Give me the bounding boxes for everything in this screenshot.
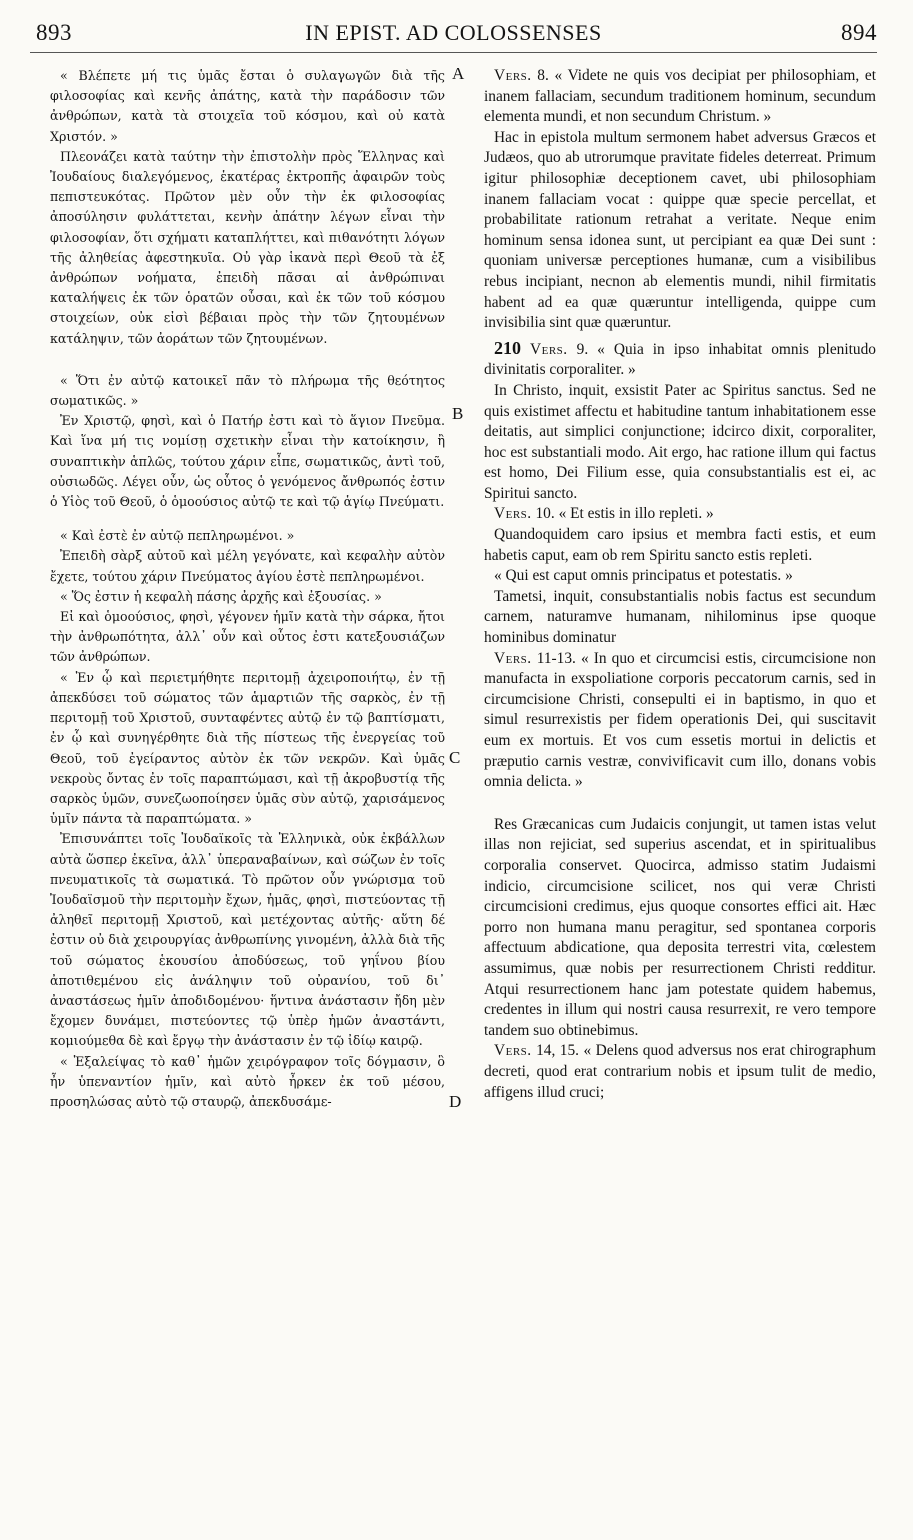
verse-label: Vers. — [494, 649, 532, 667]
running-title: IN EPIST. AD COLOSSENSES — [305, 20, 602, 45]
latin-paragraph: Tametsi, inquit, consubstantialis nobis factus est secundum carnem, naturamve humanam, nihilominus ipse quoque hominibus dominatur — [484, 587, 876, 647]
greek-paragraph: « Ἐν ᾧ καὶ περιετμήθητε περιτομῇ ἀχειροποιήτῳ, ἐν τῇ ἀπεκδύσει τοῦ σώματος τῶν ἁμαρτιῶν τῆς σαρκὸς, ἐν τῇ περιτομῇ τοῦ Χριστοῦ, συνταφέντες αὐτῷ ἐν τῷ βαπτίσματι, ἐν ᾧ καὶ συνηγέρθητε διὰ τῆς πίστεως τῆς ἐνεργείας τοῦ Θεοῦ, τοῦ ἐγείραντος αὐτὸν ἐκ τῶν νεκρῶν. Καὶ ὑμᾶς νεκροὺς ὄντας ἐν τοῖς παραπτώμασι, καὶ τῇ ἀκροβυστίᾳ τῆς σαρκὸς ὑμῶν, συνεζωοποίησεν ὑμᾶς σὺν αὐτῷ, χαρισάμενος ὑμῖν πάντα τὰ παραπτώματα. » — [50, 669, 445, 827]
latin-verse: Vers. 10. « Et estis in illo repleti. » — [494, 505, 714, 523]
greek-paragraph: « Ἐξαλείψας τὸ καθ᾽ ἡμῶν χειρόγραφον τοῖς δόγμασιν, ὃ ἦν ὑπεναντίον ἡμῖν, καὶ αὐτὸ ἦρκεν ἐκ τοῦ μέσου, προσηλώσας αὐτὸ τῷ σταυρῷ, ἀπεκδυσάμε- — [50, 1053, 445, 1109]
greek-paragraph: Ἐπειδὴ σὰρξ αὐτοῦ καὶ μέλη γεγόνατε, καὶ κεφαλὴν αὐτὸν ἔχετε, τούτου χάριν Πνεύματος ἁγίου ἐστὲ πεπληρωμένοι. — [50, 548, 445, 584]
greek-paragraph: Πλεονάζει κατὰ ταύτην τὴν ἐπιστολὴν πρὸς Ἕλληνας καὶ Ἰουδαίους διαλεγόμενος, ἑκατέρας ἐκτροπῆς ἀφαιρῶν τοὺς πεπιστευκότας. Πρῶτον μὲν οὖν τὴν ἐκ φιλοσοφίας ἀποσύλησιν φυλάττεται, κενὴν ἀπάτην λέγων εἶναι τὴν φιλοσοφίαν, ὅτι σχήματι καταπλήττει, καὶ πιθανότητι λόγων τῆς ἀληθείας ἀφεστηκυῖα. Οὐ γὰρ ἱκανὰ περὶ Θεοῦ τὰ ἐξ ἀνθρώπων νοήματα, ἐπειδὴ πᾶσαι αἱ ἀνθρώπιναι καταλήψεις ἐκ τῶν ὁρατῶν οὖσαι, καὶ ἐκ τῶν τοῦ κόσμου στοιχείων, οὐκ εἰσὶ βέβαιαι πρὸς τὴν τῶν ζητουμένων κατάληψιν, τῶν ἀοράτων τῶν ζητουμένων. — [50, 148, 445, 346]
page-header — [30, 20, 877, 54]
greek-paragraph: Ἐν Χριστῷ, φησὶ, καὶ ὁ Πατήρ ἐστι καὶ τὸ ἅγιον Πνεῦμα. Καὶ ἵνα μή τις νομίσῃ σχετικὴν εἶναι τὴν κατοίκησιν, ἢ συναπτικὴν ἁπλῶς, τούτου χάριν εἶπε, σωματικῶς, ἀντὶ τοῦ, οὐσιωδῶς. Λέγει οὖν, ὡς οὗτος ὁ γενόμενος ἄνθρωπός ἐστιν ὁ Υἱὸς τοῦ Θεοῦ, ὁ ὁμοούσιος αὐτῷ τε καὶ τῷ ἁγίῳ Πνεύματι. — [50, 413, 445, 510]
greek-paragraph: Ἐπισυνάπτει τοῖς Ἰουδαϊκοῖς τὰ Ἑλληνικὰ, οὐκ ἐκβάλλων αὐτὰ ὥσπερ ἐκεῖνα, ἀλλ᾽ ὑπεραναβαίνων, καὶ σώζων ἐν τοῖς πνευματικοῖς τὰ σωματικά. Τὸ πρῶτον οὖν γνώρισμα τοῦ Ἰουδαϊσμοῦ τὴν περιτομὴν ἔχων, ἡμᾶς, φησὶ, πιστεύοντας τῇ ἀληθεῖ περιτομῇ Χριστοῦ, καὶ μετέχοντας αὐτῆς· αὕτη δέ ἐστιν οὐ διὰ χειρουργίας ἀνθρωπίνης γινομένη, ἀλλὰ διὰ τῆς τοῦ σώματος ἑκουσίου ἀποδύσεως, τοῦ γηΐνου βίου ἀποτιθεμένου εἰς ἀνάληψιν τοῦ οὐρανίου, τοῦ δι᾽ ἀναστάσεως ἡμῖν ἀποδιδομένου· ἥντινα ἀνάστασιν ἤδη μὲν ἔχομεν δυνάμει, πιστεύοντες τῷ ὑπὲρ ἡμῶν ἀναστάντι, κομιούμεθα δὲ καὶ ἔργῳ τὴν ἀνάστασιν ἐν τῷ ἰδίῳ καιρῷ. — [50, 831, 445, 1049]
greek-paragraph: Εἰ καὶ ὁμοούσιος, φησὶ, γέγονεν ἡμῖν κατὰ τὴν σάρκα, ἤτοι τὴν ἀνθρωπότητα, ἀλλ᾽ οὖν καὶ οὗτος ἐστι κατεξουσιάζων τῶν ἀνθρώπων. — [50, 609, 445, 665]
greek-paragraph: « Ὅς ἐστιν ἡ κεφαλὴ πάσης ἀρχῆς καὶ ἐξουσίας. » — [60, 588, 382, 604]
verse-label: Vers. — [494, 67, 532, 84]
latin-paragraph: Hac in epistola multum sermonem habet adversus Græcos et Judæos, quo ab utrorumque pravitate fideles deterreat. Primum igitur philosophiæ deceptionem cavet, ubi philosophiam inanem fallaciam vocat : quippe quæ specie percellat, et probabilitate rationum retrahat a veritate. Neque enim hominum sensa idonea sunt, ut percipiant ea quæ Dei sunt : quoniam universæ perceptiones humanæ, cum a visibilibus rebus incipiant, necnon ab elementis mundi, nihil firmitatis habent ad ea quæ quæruntur intelligenda, quippe cum invisibilia sint quæ quæruntur. — [484, 128, 876, 332]
latin-verse: 210 Vers. 9. « Quia in ipso inhabitat omnis plenitudo divinitatis corporaliter. » — [484, 337, 876, 379]
latin-paragraph: « Qui est caput omnis principatus et potestatis. » — [494, 567, 793, 585]
column-number: 210 — [494, 337, 521, 358]
verse-label: Vers. — [494, 505, 532, 523]
verse-label: Vers. — [494, 1042, 532, 1060]
latin-verse: Vers. 11-13. « In quo et circumcisi estis, circumcisione non manufacta in exspoliatione corporis peccatorum carnis, sed in circumcisione Christi, consepulti ei in baptismo, in quo et simul resurrexistis per fidem operationis Dei, qui suscitavit eum ex mortuis. Et vos cum essetis mortui in delictis et præputio carnis vestræ, convivificavit cum illo, donans vobis omnia delicta. » — [484, 649, 876, 791]
latin-column — [484, 66, 876, 1103]
greek-paragraph: « Ὅτι ἐν αὐτῷ κατοικεῖ πᾶν τὸ πλήρωμα τῆς θεότητος σωματικῶς. » — [50, 372, 445, 409]
latin-verse: Vers. 8. « Videte ne quis vos decipiat per philosophiam, et inanem fallaciam, secundum traditionem hominum, secundum elementa mundi, et non secundum Christum. » — [484, 67, 876, 126]
margin-marker-a: A — [452, 64, 465, 83]
greek-column — [50, 66, 445, 1112]
latin-verse: Vers. 14, 15. « Delens quod adversus nos erat chirographum decreti, quod erat contrarium nobis et ipsum tulit de medio, affigens illud cruci; — [484, 1042, 876, 1101]
margin-marker-b: B — [452, 404, 464, 423]
latin-paragraph: In Christo, inquit, exsistit Pater ac Spiritus sanctus. Sed ne quis existimet affectu et habitudine tantum inhabitationem esse deitatis, aut simplici conjunctione; idcirco dixit, corporaliter, hoc est substantiali modo. Ait ergo, hac ratione illum qui factus est homo, Dei Filium esse, quia consubstantialis est ei, ac Spiritui sancto. — [484, 381, 876, 502]
greek-paragraph: « Βλέπετε μή τις ὑμᾶς ἔσται ὁ συλαγωγῶν διὰ τῆς φιλοσοφίας καὶ κενῆς ἀπάτης, κατὰ τὴν παράδοσιν τῶν ἀνθρώπων, κατὰ τὰ στοιχεῖα τοῦ κόσμου, καὶ οὐ κατὰ Χριστόν. » — [50, 68, 445, 144]
verse-label: Vers. — [530, 340, 568, 358]
page-number-left: 893 — [36, 20, 72, 45]
header-rule — [30, 52, 877, 53]
latin-paragraph: Quandoquidem caro ipsius et membra facti estis, et eum habetis caput, eam ob rem Spiritu sancto estis repleti. — [484, 526, 876, 564]
greek-paragraph: « Καὶ ἐστὲ ἐν αὐτῷ πεπληρωμένοι. » — [60, 528, 295, 544]
margin-marker-c: C — [449, 748, 461, 767]
margin-marker-d: D — [449, 1092, 462, 1111]
page-number-right: 894 — [841, 20, 877, 45]
latin-paragraph: Res Græcanicas cum Judaicis conjungit, ut tamen istas velut illas non rejiciat, sed superius ascendat, et in spiritualibus corporalia conservet. Quocirca, admisso statim Judaismi indicio, circumcisione scilicet, nos qui veræ Christi circumcisioni credimus, ejus quoque consortes effici ait. Hæc porro non humana manu peragitur, sed spontanea corporis affectuum abdicatione, qua deposita terrestri vita, cœlestem assumimus, quæ nobis per resurrectionem Christi redditur. Atqui resurrectionem hanc jam potestate quidem habemus, credentes in illum qui nostri causa resurrexit, re vero tempore tandem suo obtinebimus. — [484, 815, 876, 1039]
